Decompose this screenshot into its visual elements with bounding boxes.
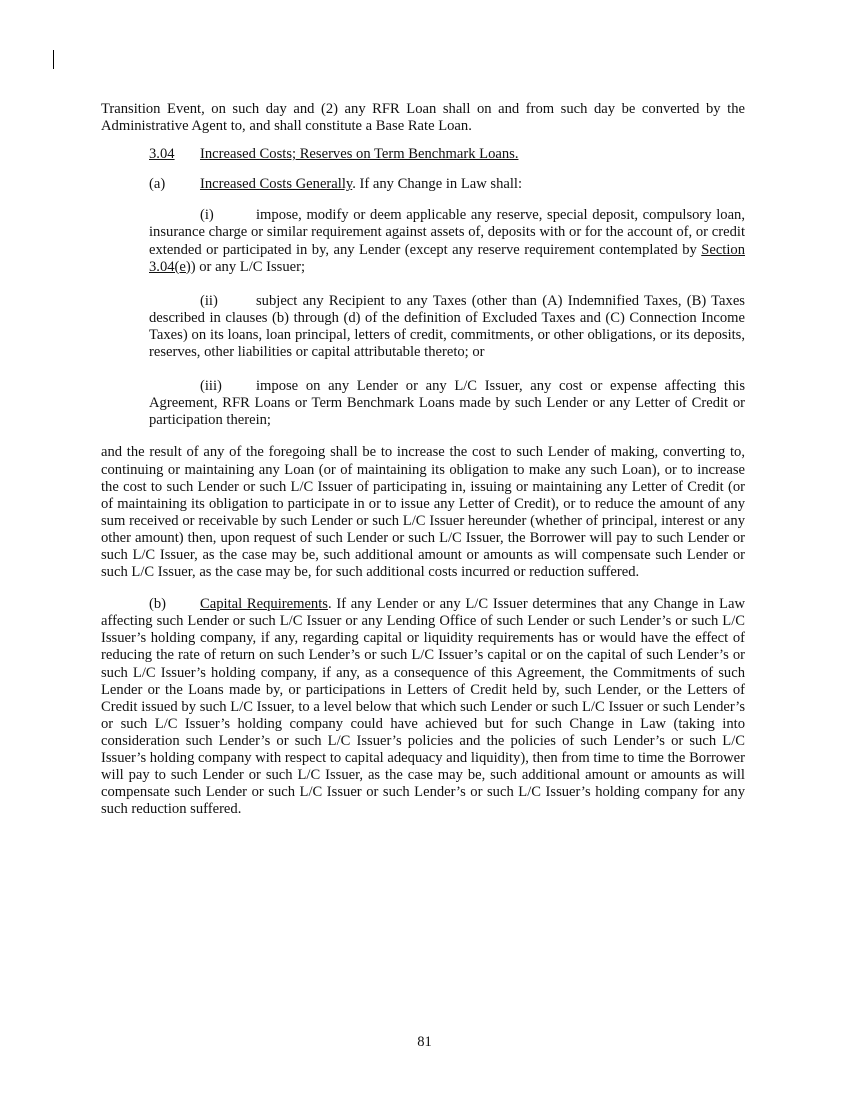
clause-ii-label: (ii) xyxy=(200,292,218,309)
result-paragraph: and the result of any of the foregoing shall be to increase the cost to such Lender of making, converting to, continuing or maintaining any Loan (or of maintaining its obligation to make any such Loan), or to increase the cost to such Lender or such L/C Issuer of participating in, issuing or maintaining any Letter of Credit (or of maintaining its obligation to participate in or to issue any Letter of Credit), or to reduce the amount of any sum received or receivable by such Lender or such L/C Issuer hereunder (whether of principal, interest or any other amount) then, upon request of such Lender or such L/C Issuer, the Borrower will pay to such Lender or such L/C Issuer, as the case may be, such additional amount or amounts as will compensate such Lender or such L/C Issuer, as the case may be, for such additional costs incurred or reduction suffered. xyxy=(101,444,745,581)
section-title: Increased Costs; Reserves on Term Benchmark Loans. xyxy=(200,146,519,163)
subsection-b-title: Capital Requirements xyxy=(200,596,328,613)
document-page xyxy=(101,101,745,818)
page-number: 81 xyxy=(417,1034,432,1050)
clause-i-text-end: ) or any L/C Issuer; xyxy=(190,258,306,275)
subsection-a-title: Increased Costs Generally xyxy=(200,176,353,193)
section-reference: Section 3.04(e) xyxy=(149,241,745,275)
section-number: 3.04 xyxy=(149,146,175,163)
clause-iii-text: impose on any Lender or any L/C Issuer, any cost or expense affecting this Agreement, RFR Loans or Term Benchmark Loans made by such Lender or any Letter of Credit or participation therein; xyxy=(149,378,745,429)
clause-ii xyxy=(149,293,745,361)
clause-iii-label: (iii) xyxy=(200,378,222,395)
continuation-paragraph: Transition Event, on such day and (2) any RFR Loan shall on and from such day be converted by the Administrative Agent to, and shall constitute a Base Rate Loan. xyxy=(101,101,745,135)
section-heading xyxy=(149,146,745,163)
subsection-b xyxy=(101,596,745,818)
subsection-a-intro: . If any Change in Law shall: xyxy=(352,176,523,193)
subsection-b-text: . If any Lender or any L/C Issuer determines that any Change in Law affecting such Lender or such L/C Issuer or any Lending Office of such Lender or such Lender’s or such L/C Issuer’s holding company, if any, regarding capital or liquidity requirements has or would have the effect of reducing the rate of return on such Lender’s or such L/C Issuer’s capital or on the capital of such Lender’s or such L/C Issuer’s holding company, if any, as a consequence of this Agreement, the Commitments of such Lender or the Loans made by, or participations in Letters of Credit held by, such Lender, or the Letters of Credit issued by such L/C Issuer, to a level below that which such Lender or such L/C Issuer or such Lender’s or such L/C Issuer’s holding company could have achieved but for such Change in Law (taking into consideration such Lender’s or such L/C Issuer’s policies and the policies of such Lender’s or such L/C Issuer’s holding company with respect to capital adequacy and liquidity), then from time to time the Borrower will pay to such Lender or such L/C Issuer, as the case may be, such additional amount or amounts as will compensate such Lender or such L/C Issuer or such Lender’s or such L/C Issuer’s holding company for any such reduction suffered. xyxy=(101,596,745,818)
subsection-a-heading xyxy=(149,176,745,193)
clause-i-text: impose, modify or deem applicable any reserve, special deposit, compulsory loan, insurance charge or similar requirement against assets of, deposits with or for the account of, or credit extended or participated in by, any Lender (except any reserve requirement contemplated by xyxy=(149,207,745,258)
clause-iii xyxy=(149,378,745,429)
subsection-a-label: (a) xyxy=(149,176,166,193)
clause-i xyxy=(149,207,745,275)
subsection-b-label: (b) xyxy=(149,596,167,613)
clause-ii-text: subject any Recipient to any Taxes (other than (A) Indemnified Taxes, (B) Taxes described in clauses (b) through (d) of the definition of Excluded Taxes and (C) Connection Income Taxes) on its loans, loan principal, letters of credit, commitments, or other obligations, or its deposits, reserves, other liabilities or capital attributable thereto; or xyxy=(149,292,745,361)
revision-change-bar xyxy=(53,50,54,69)
clause-i-label: (i) xyxy=(200,207,214,224)
